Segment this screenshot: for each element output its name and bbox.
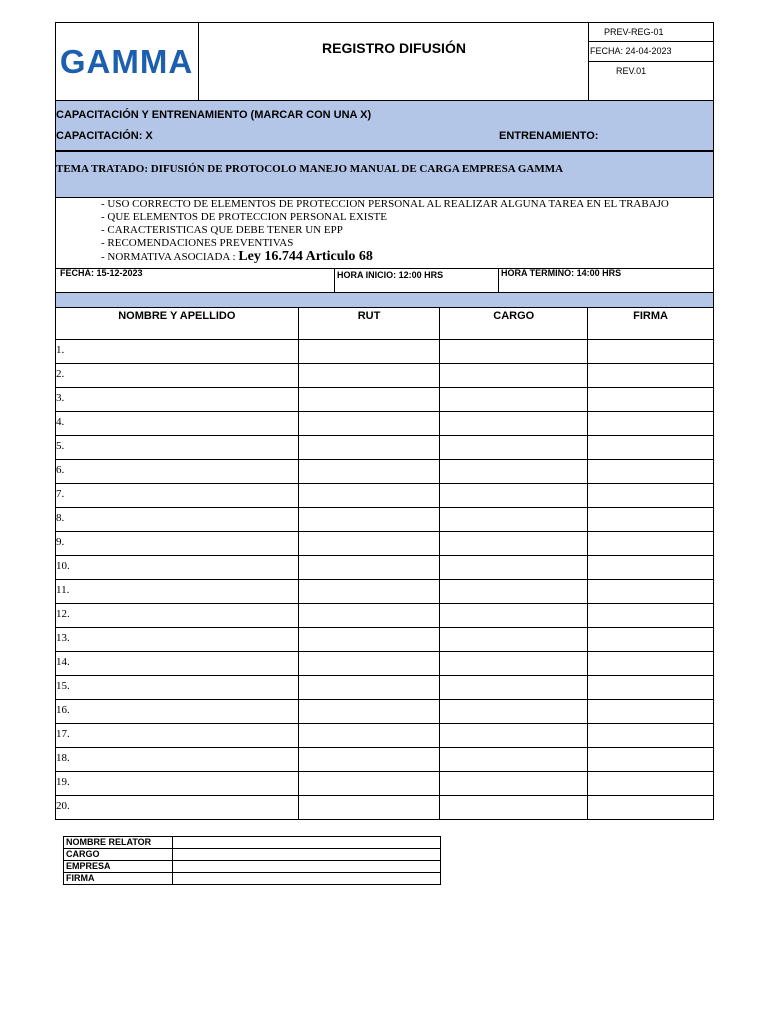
firma-cell[interactable] bbox=[588, 652, 714, 676]
firma-cell[interactable] bbox=[588, 340, 714, 364]
table-row bbox=[56, 724, 714, 748]
table-row bbox=[56, 412, 714, 436]
table-row bbox=[56, 700, 714, 724]
meta-divider-1 bbox=[588, 41, 714, 42]
cargo-cell[interactable] bbox=[440, 724, 588, 748]
table-row bbox=[56, 340, 714, 364]
relator-label: CARGO bbox=[64, 849, 173, 861]
form-date: FECHA: 24-04-2023 bbox=[590, 46, 672, 56]
relator-value[interactable] bbox=[172, 861, 440, 873]
section-heading: CAPACITACIÓN Y ENTRENAMIENTO (MARCAR CON UNA X) bbox=[56, 109, 372, 121]
col-nombre: NOMBRE Y APELLIDO bbox=[56, 308, 299, 340]
row-number: 9. bbox=[56, 536, 65, 548]
nombre-cell[interactable] bbox=[56, 676, 299, 700]
normativa-value: Ley 16.744 Articulo 68 bbox=[238, 249, 373, 264]
nombre-cell[interactable] bbox=[56, 340, 299, 364]
nombre-cell[interactable] bbox=[56, 388, 299, 412]
cargo-cell[interactable] bbox=[440, 388, 588, 412]
row-number: 16. bbox=[56, 704, 70, 716]
topic-item: - CARACTERISTICAS QUE DEBE TENER UN EPP bbox=[101, 224, 343, 236]
rut-cell[interactable] bbox=[298, 460, 440, 484]
row-number: 8. bbox=[56, 512, 65, 524]
table-row bbox=[56, 796, 714, 820]
company-logo: GAMMA bbox=[59, 42, 194, 80]
rut-cell[interactable] bbox=[298, 748, 440, 772]
cargo-cell[interactable] bbox=[440, 532, 588, 556]
firma-cell[interactable] bbox=[588, 484, 714, 508]
logo-cell bbox=[55, 22, 199, 101]
topics-list bbox=[101, 198, 669, 264]
nombre-cell[interactable] bbox=[56, 532, 299, 556]
cargo-cell[interactable] bbox=[440, 412, 588, 436]
relator-row bbox=[64, 873, 441, 885]
table-row bbox=[56, 772, 714, 796]
nombre-cell[interactable] bbox=[56, 460, 299, 484]
firma-cell[interactable] bbox=[588, 556, 714, 580]
table-row bbox=[56, 436, 714, 460]
rut-cell[interactable] bbox=[298, 532, 440, 556]
rut-cell[interactable] bbox=[298, 556, 440, 580]
firma-cell[interactable] bbox=[588, 724, 714, 748]
rut-cell[interactable] bbox=[298, 676, 440, 700]
row-number: 19. bbox=[56, 776, 70, 788]
relator-row bbox=[64, 849, 441, 861]
row-number: 10. bbox=[56, 560, 70, 572]
col-firma: FIRMA bbox=[588, 308, 714, 340]
firma-cell[interactable] bbox=[588, 412, 714, 436]
rut-cell[interactable] bbox=[298, 388, 440, 412]
rut-cell[interactable] bbox=[298, 508, 440, 532]
relator-value[interactable] bbox=[172, 849, 440, 861]
row-number: 11. bbox=[56, 584, 70, 596]
cargo-cell[interactable] bbox=[440, 604, 588, 628]
cargo-cell[interactable] bbox=[440, 508, 588, 532]
nombre-cell[interactable] bbox=[56, 628, 299, 652]
rut-cell[interactable] bbox=[298, 796, 440, 820]
row-number: 7. bbox=[56, 488, 65, 500]
row-number: 17. bbox=[56, 728, 70, 740]
fecha-divider-1 bbox=[334, 268, 335, 293]
firma-cell[interactable] bbox=[588, 748, 714, 772]
cargo-cell[interactable] bbox=[440, 628, 588, 652]
cargo-cell[interactable] bbox=[440, 436, 588, 460]
topic-item: - USO CORRECTO DE ELEMENTOS DE PROTECCION PERSONAL AL REALIZAR ALGUNA TAREA EN EL TRABAJO bbox=[101, 198, 669, 210]
firma-cell[interactable] bbox=[588, 628, 714, 652]
rut-cell[interactable] bbox=[298, 340, 440, 364]
normativa-line bbox=[101, 250, 669, 264]
nombre-cell[interactable] bbox=[56, 772, 299, 796]
relator-label: EMPRESA bbox=[64, 861, 173, 873]
nombre-cell[interactable] bbox=[56, 724, 299, 748]
cargo-cell[interactable] bbox=[440, 340, 588, 364]
firma-cell[interactable] bbox=[588, 364, 714, 388]
nombre-cell[interactable] bbox=[56, 604, 299, 628]
firma-cell[interactable] bbox=[588, 700, 714, 724]
table-row bbox=[56, 532, 714, 556]
row-number: 4. bbox=[56, 416, 65, 428]
cargo-cell[interactable] bbox=[440, 700, 588, 724]
row-number: 3. bbox=[56, 392, 65, 404]
row-number: 2. bbox=[56, 368, 65, 380]
table-row bbox=[56, 484, 714, 508]
rut-cell[interactable] bbox=[298, 412, 440, 436]
table-row bbox=[56, 556, 714, 580]
form-code: PREV-REG-01 bbox=[604, 27, 664, 37]
table-row bbox=[56, 508, 714, 532]
nombre-cell[interactable] bbox=[56, 484, 299, 508]
cargo-cell[interactable] bbox=[440, 796, 588, 820]
cargo-cell[interactable] bbox=[440, 772, 588, 796]
row-number: 20. bbox=[56, 800, 70, 812]
table-row bbox=[56, 388, 714, 412]
cargo-cell[interactable] bbox=[440, 676, 588, 700]
rut-cell[interactable] bbox=[298, 436, 440, 460]
entrenamiento-mark[interactable]: ENTRENAMIENTO: bbox=[499, 130, 599, 142]
table-row bbox=[56, 628, 714, 652]
nombre-cell[interactable] bbox=[56, 748, 299, 772]
topic-item: - QUE ELEMENTOS DE PROTECCION PERSONAL EXISTE bbox=[101, 211, 387, 223]
firma-cell[interactable] bbox=[588, 580, 714, 604]
cargo-cell[interactable] bbox=[440, 580, 588, 604]
relator-label: NOMBRE RELATOR bbox=[64, 837, 173, 849]
cargo-cell[interactable] bbox=[440, 748, 588, 772]
attendance-table bbox=[55, 307, 714, 820]
form-revision: REV.01 bbox=[616, 66, 647, 76]
rut-cell[interactable] bbox=[298, 652, 440, 676]
rut-cell[interactable] bbox=[298, 484, 440, 508]
firma-cell[interactable] bbox=[588, 532, 714, 556]
normativa-label: - NORMATIVA ASOCIADA : bbox=[101, 251, 239, 263]
table-header bbox=[56, 308, 714, 340]
col-rut: RUT bbox=[298, 308, 440, 340]
row-number: 14. bbox=[56, 656, 70, 668]
row-number: 5. bbox=[56, 440, 65, 452]
relator-row bbox=[64, 861, 441, 873]
cargo-cell[interactable] bbox=[440, 484, 588, 508]
relator-table bbox=[63, 836, 441, 885]
relator-value[interactable] bbox=[172, 873, 440, 885]
row-number: 18. bbox=[56, 752, 70, 764]
nombre-cell[interactable] bbox=[56, 652, 299, 676]
table-row bbox=[56, 460, 714, 484]
cargo-cell[interactable] bbox=[440, 460, 588, 484]
nombre-cell[interactable] bbox=[56, 508, 299, 532]
fecha-value: FECHA: 15-12-2023 bbox=[60, 268, 143, 278]
row-number: 6. bbox=[56, 464, 65, 476]
row-number: 15. bbox=[56, 680, 70, 692]
firma-cell[interactable] bbox=[588, 508, 714, 532]
cargo-cell[interactable] bbox=[440, 556, 588, 580]
firma-cell[interactable] bbox=[588, 460, 714, 484]
nombre-cell[interactable] bbox=[56, 364, 299, 388]
nombre-cell[interactable] bbox=[56, 796, 299, 820]
row-number: 1. bbox=[56, 344, 65, 356]
firma-cell[interactable] bbox=[588, 436, 714, 460]
spacer-bar bbox=[55, 293, 714, 307]
rut-cell[interactable] bbox=[298, 772, 440, 796]
rut-cell[interactable] bbox=[298, 700, 440, 724]
relator-label: FIRMA bbox=[64, 873, 173, 885]
nombre-cell[interactable] bbox=[56, 436, 299, 460]
cargo-cell[interactable] bbox=[440, 652, 588, 676]
row-number: 13. bbox=[56, 632, 70, 644]
firma-cell[interactable] bbox=[588, 772, 714, 796]
nombre-cell[interactable] bbox=[56, 556, 299, 580]
relator-row bbox=[64, 837, 441, 849]
table-row bbox=[56, 676, 714, 700]
firma-cell[interactable] bbox=[588, 676, 714, 700]
firma-cell[interactable] bbox=[588, 388, 714, 412]
rut-cell[interactable] bbox=[298, 628, 440, 652]
firma-cell[interactable] bbox=[588, 796, 714, 820]
rut-cell[interactable] bbox=[298, 604, 440, 628]
tema-tratado: TEMA TRATADO: DIFUSIÓN DE PROTOCOLO MANEJO MANUAL DE CARGA EMPRESA GAMMA bbox=[56, 163, 564, 175]
hora-inicio: HORA INICIO: 12:00 HRS bbox=[337, 270, 444, 280]
col-cargo: CARGO bbox=[440, 308, 588, 340]
hora-termino: HORA TERMINO: 14:00 HRS bbox=[501, 268, 622, 278]
meta-divider-2 bbox=[588, 61, 714, 62]
nombre-cell[interactable] bbox=[56, 700, 299, 724]
rut-cell[interactable] bbox=[298, 580, 440, 604]
nombre-cell[interactable] bbox=[56, 412, 299, 436]
fecha-divider-2 bbox=[498, 268, 499, 293]
table-row bbox=[56, 580, 714, 604]
capacitacion-mark[interactable]: CAPACITACIÓN: X bbox=[56, 130, 153, 142]
firma-cell[interactable] bbox=[588, 604, 714, 628]
topic-item: - RECOMENDACIONES PREVENTIVAS bbox=[101, 237, 294, 249]
nombre-cell[interactable] bbox=[56, 580, 299, 604]
table-row bbox=[56, 652, 714, 676]
cargo-cell[interactable] bbox=[440, 364, 588, 388]
table-row bbox=[56, 748, 714, 772]
rut-cell[interactable] bbox=[298, 724, 440, 748]
rut-cell[interactable] bbox=[298, 364, 440, 388]
table-row bbox=[56, 604, 714, 628]
relator-value[interactable] bbox=[172, 837, 440, 849]
table-row bbox=[56, 364, 714, 388]
row-number: 12. bbox=[56, 608, 70, 620]
form-title: REGISTRO DIFUSIÓN bbox=[322, 40, 466, 56]
